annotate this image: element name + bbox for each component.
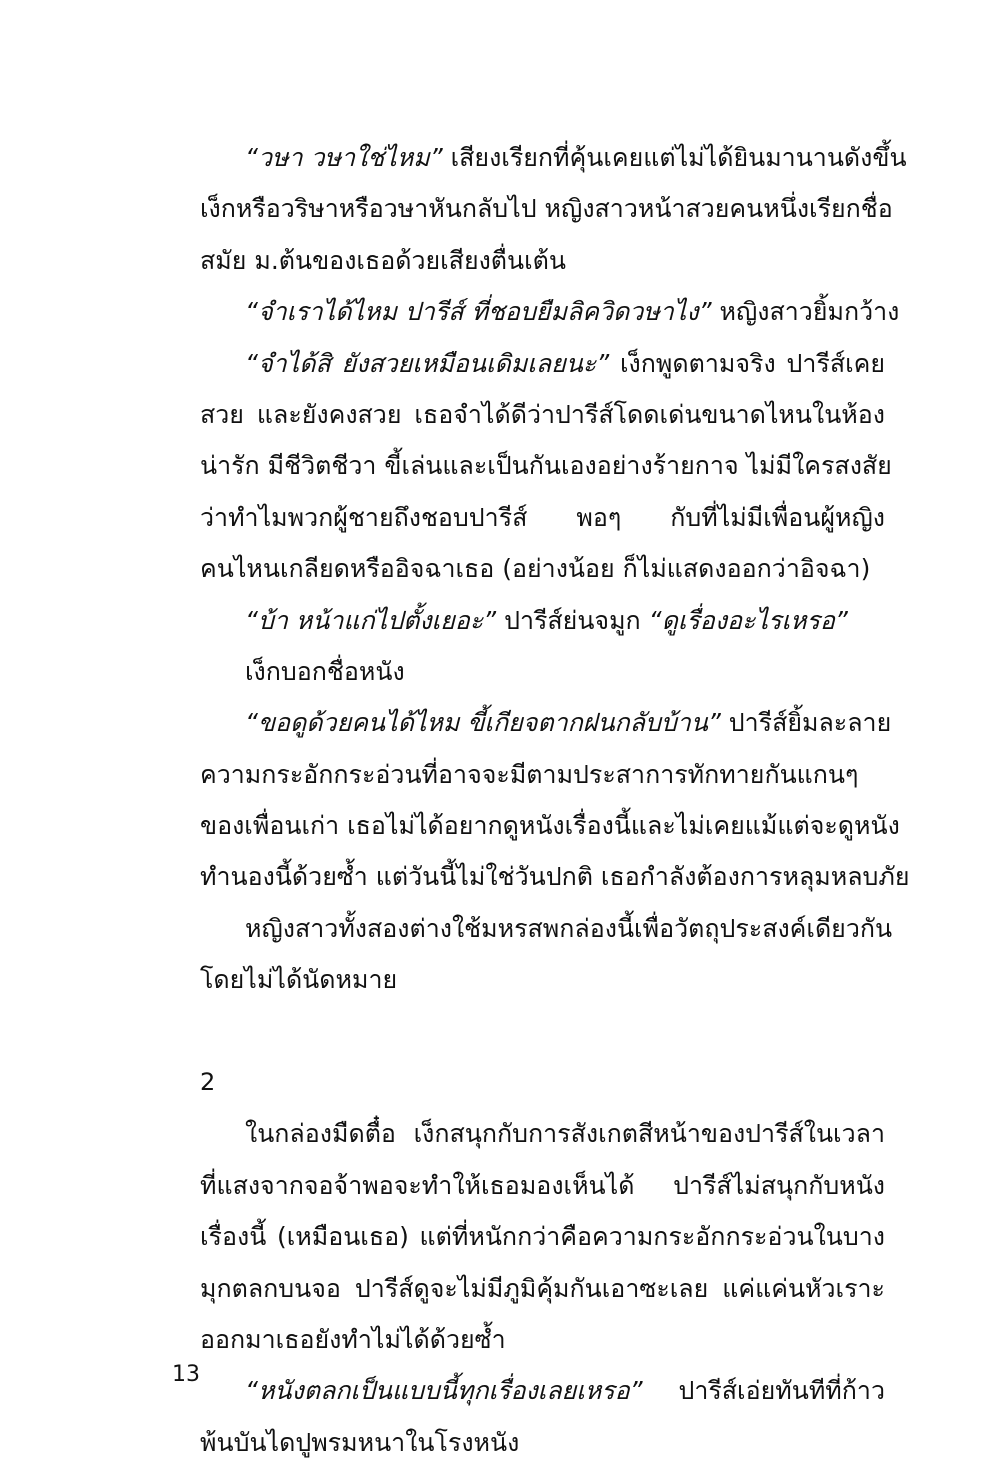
text-line bbox=[200, 1160, 885, 1211]
dialogue-text: “บ้า หน้าแก่ไปตั้งเยอะ” bbox=[245, 605, 497, 635]
narration-text: สมัย ม.ต้นของเธอด้วยเสียงตื่นเต้น bbox=[200, 245, 566, 275]
paragraph bbox=[200, 286, 900, 337]
narration-text: เง็กบอกชื่อหนัง bbox=[245, 656, 405, 686]
narration-text: ปารีส์ย่นจมูก bbox=[496, 605, 649, 635]
text-line bbox=[200, 749, 885, 800]
narration-text: น่ารัก มีชีวิตชีวา ขี้เล่นและเป็นกันเองอย่างร้ายกาจ ไม่มีใครสงสัย bbox=[200, 451, 892, 481]
narration-text: เรื่องนี้ (เหมือนเธอ) แต่ที่หนักกว่าคือความกระอักกระอ่วนในบาง bbox=[200, 1222, 885, 1252]
text-line bbox=[200, 235, 885, 286]
narration-text: เสียงเรียกที่คุ้นเคยแต่ไม่ได้ยินมานานดังขึ้น bbox=[442, 143, 907, 172]
narration-text: ที่แสงจากจอจ้าพอจะทำให้เธอมองเห็นได้ ปารีส์ไม่สนุกกับหนัง bbox=[200, 1170, 885, 1200]
narration-text: คนไหนเกลียดหรืออิจฉาเธอ (อย่างน้อย ก็ไม่แสดงออกว่าอิจฉา) bbox=[200, 554, 871, 584]
paragraph bbox=[200, 1108, 885, 1365]
text-line bbox=[200, 697, 892, 748]
story-section-one bbox=[200, 132, 910, 1006]
narration-text: ความกระอักกระอ่วนที่อาจจะมีตามประสาการทักทายกันแกนๆ bbox=[200, 759, 859, 789]
narration-text: ว่าทำไมพวกผู้ชายถึงชอบปารีส์ พอๆ กับที่ไม่มีเพื่อนผู้หญิง bbox=[200, 502, 885, 532]
dialogue-text: “หนังตลกเป็นแบบนี้ทุกเรื่องเลยเหรอ” bbox=[245, 1376, 643, 1406]
text-line bbox=[200, 851, 910, 902]
narration-text: ของเพื่อนเก่า เธอไม่ได้อยากดูหนังเรื่องนี้และไม่เคยแม้แต่จะดูหนัง bbox=[200, 811, 900, 841]
paragraph bbox=[200, 646, 885, 697]
text-line bbox=[200, 183, 893, 234]
narration-text: ออกมาเธอยังทำไม่ได้ด้วยซ้ำ bbox=[200, 1324, 506, 1354]
narration-text: หญิงสาวยิ้มกว้าง bbox=[711, 297, 900, 327]
dialogue-text: “จำได้สิ ยังสวยเหมือนเดิมเลยนะ” bbox=[245, 348, 610, 378]
dialogue-text: “ขอดูด้วยคนได้ไหม ขี้เกียจตากฝนกลับบ้าน” bbox=[245, 708, 721, 738]
paragraph bbox=[200, 338, 892, 595]
dialogue-text: “ดูเรื่องอะไรเหรอ” bbox=[648, 605, 848, 635]
text-line bbox=[200, 1263, 885, 1314]
text-line bbox=[200, 338, 885, 389]
narration-text: โดยไม่ได้นัดหมาย bbox=[200, 965, 398, 995]
page-body-text bbox=[200, 132, 910, 1468]
dialogue-text: “จำเราได้ไหม ปารีส์ ที่ชอบยืมลิควิดวษาไง” bbox=[245, 297, 712, 327]
narration-text: ในกล่องมืดตื๋อ เง็กสนุกกับการสังเกตสีหน้าของปารีส์ในเวลา bbox=[245, 1119, 885, 1149]
page-number: 13 bbox=[172, 1362, 200, 1387]
text-line bbox=[200, 492, 885, 543]
narration-text: ปารีส์เอ่ยทันทีที่ก้าว bbox=[642, 1376, 885, 1406]
story-section-two bbox=[200, 1108, 885, 1468]
text-line bbox=[200, 543, 885, 594]
text-line bbox=[200, 286, 900, 337]
text-line bbox=[200, 1211, 885, 1262]
text-line bbox=[200, 132, 907, 183]
narration-text: มุกตลกบนจอ ปารีส์ดูจะไม่มีภูมิคุ้มกันเอาซะเลย แค่แค่นหัวเราะ bbox=[200, 1273, 885, 1303]
narration-text: ปารีส์ยิ้มละลาย bbox=[720, 708, 892, 738]
paragraph bbox=[200, 132, 907, 286]
text-line bbox=[200, 800, 900, 851]
narration-text: ทำนองนี้ด้วยซ้ำ แต่วันนี้ไม่ใช่วันปกติ เธอกำลังต้องการหลุมหลบภัย bbox=[200, 862, 910, 892]
text-line bbox=[200, 903, 893, 954]
text-line bbox=[200, 1108, 885, 1159]
text-line bbox=[200, 440, 892, 491]
text-line bbox=[200, 595, 885, 646]
narration-text: เง็กหรือวริษาหรือวษาหันกลับไป หญิงสาวหน้าสวยคนหนึ่งเรียกชื่อ bbox=[200, 194, 893, 224]
narration-text: หญิงสาวทั้งสองต่างใช้มหรสพกล่องนี้เพื่อวัตถุประสงค์เดียวกัน bbox=[245, 913, 893, 943]
text-line bbox=[200, 1417, 885, 1468]
text-line bbox=[200, 646, 885, 697]
section-number: 2 bbox=[200, 1068, 216, 1097]
narration-text: พ้นบันไดปูพรมหนาในโรงหนัง bbox=[200, 1427, 520, 1457]
paragraph bbox=[200, 595, 885, 646]
paragraph bbox=[200, 697, 910, 903]
text-line bbox=[200, 389, 885, 440]
paragraph bbox=[200, 903, 893, 1006]
paragraph bbox=[200, 1365, 885, 1468]
section-spacer bbox=[200, 1006, 885, 1057]
text-line bbox=[200, 1314, 885, 1365]
text-line bbox=[200, 1365, 885, 1416]
dialogue-text: “วษา วษาใช่ไหม” bbox=[245, 143, 443, 172]
narration-text: เง็กพูดตามจริง ปารีส์เคย bbox=[609, 348, 885, 378]
text-line bbox=[200, 954, 885, 1005]
narration-text: สวย และยังคงสวย เธอจำได้ดีว่าปารีส์โดดเด่นขนาดไหนในห้อง bbox=[200, 399, 885, 429]
